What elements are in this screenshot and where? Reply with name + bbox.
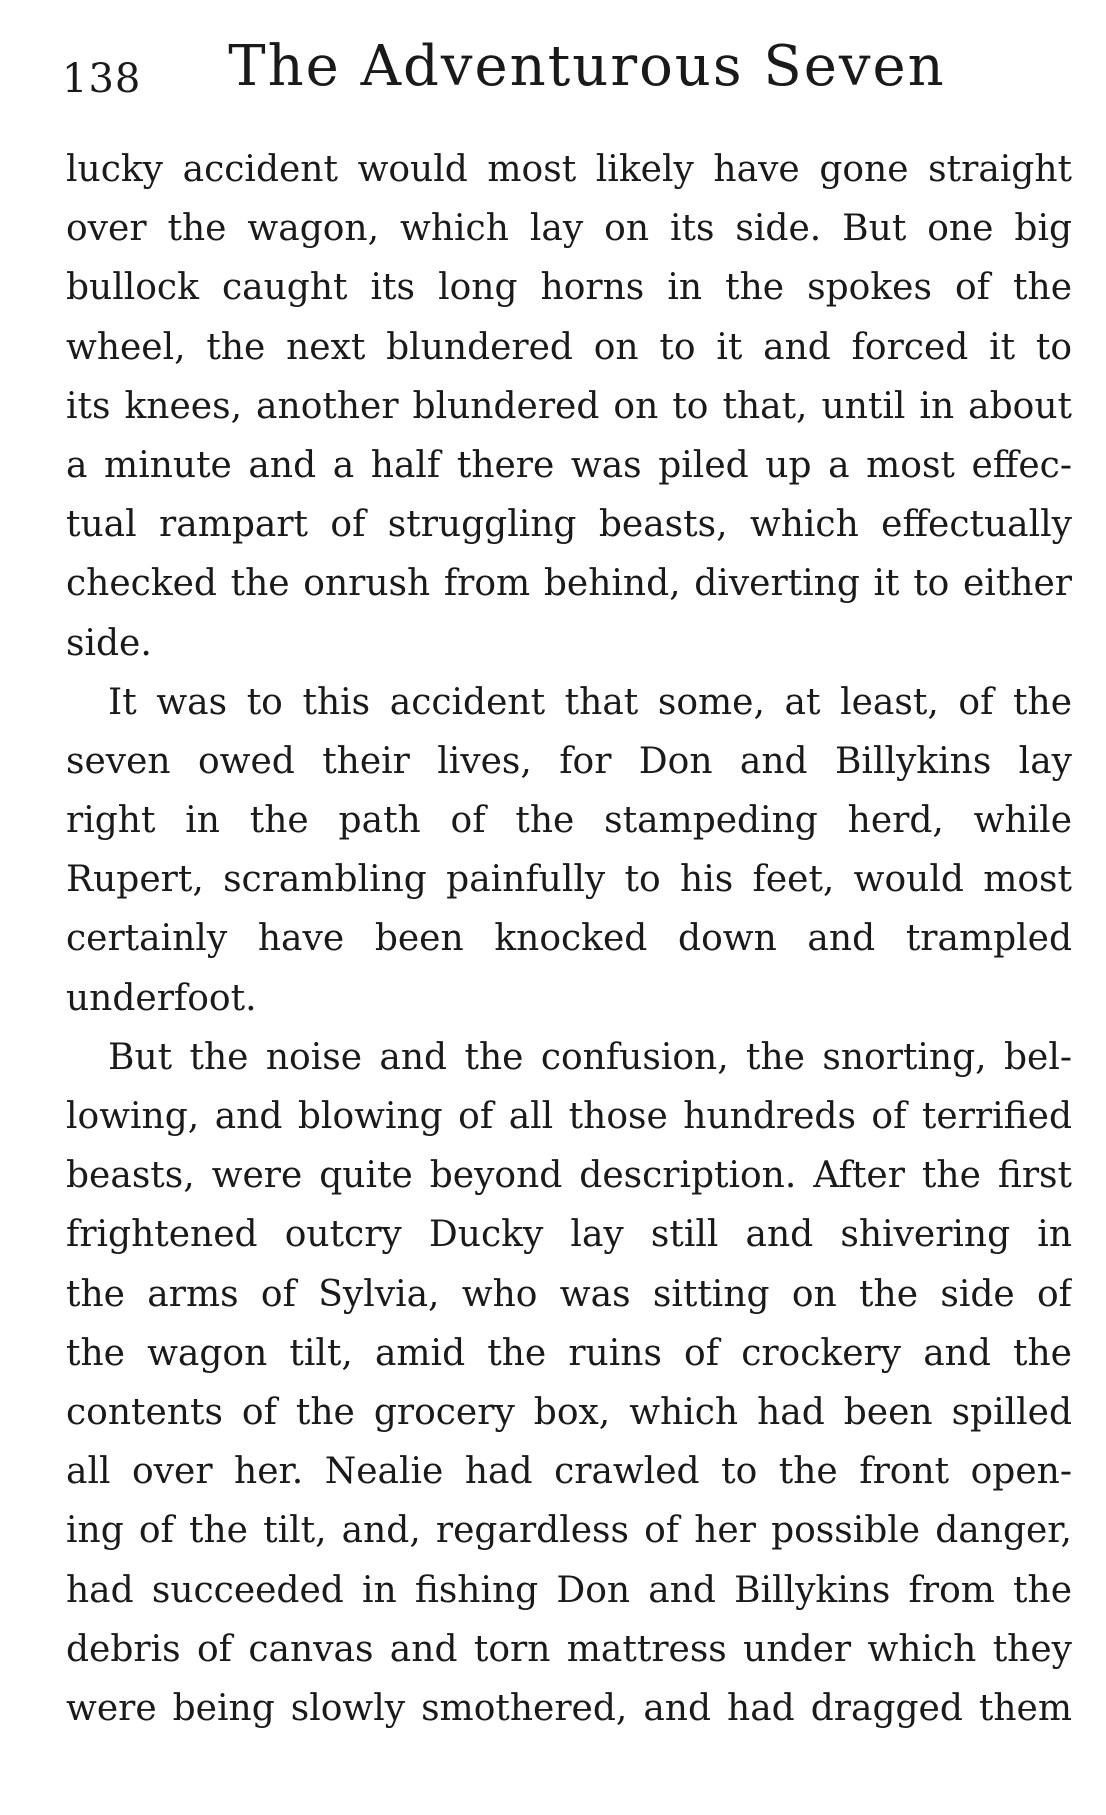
body-text xyxy=(66,140,1072,1738)
text-line: side. xyxy=(66,622,152,664)
paragraph xyxy=(66,140,1072,673)
text-line: But the noise and the confusion, the snorting, bel- xyxy=(108,1036,1072,1078)
text-line: right in the path of the stampeding herd, while xyxy=(66,800,1072,842)
text-line: had succeeded in fishing Don and Billykins from the xyxy=(66,1569,1072,1611)
text-line: contents of the grocery box, which had been spilled xyxy=(66,1391,1072,1433)
text-line: seven owed their lives, for Don and Billykins lay xyxy=(66,740,1072,782)
text-line: certainly have been knocked down and trampled xyxy=(66,918,1072,960)
text-line: its knees, another blundered on to that, until in about xyxy=(66,385,1072,427)
paragraph xyxy=(66,673,1072,1028)
text-line: checked the onrush from behind, diverting it to either xyxy=(66,563,1072,605)
text-line: lowing, and blowing of all those hundreds of terrified xyxy=(66,1096,1072,1137)
text-line: ing of the tilt, and, regardless of her possible danger, xyxy=(66,1510,1072,1552)
text-line: were being slowly smothered, and had dragged them xyxy=(66,1687,1072,1729)
text-line: debris of canvas and torn mattress under which they xyxy=(66,1628,1072,1670)
text-line: frightened outcry Ducky lay still and shivering in xyxy=(66,1214,1072,1256)
text-line: lucky accident would most likely have gone straight xyxy=(66,149,1072,190)
text-line: underfoot. xyxy=(66,977,257,1019)
text-line: Rupert, scrambling painfully to his feet, would most xyxy=(66,859,1072,901)
page-header xyxy=(62,34,1072,114)
text-line: over the wagon, which lay on its side. But one big xyxy=(66,208,1072,250)
running-title: The Adventurous Seven xyxy=(228,34,946,99)
text-line: beasts, were quite beyond description. After the first xyxy=(66,1155,1072,1197)
text-line: the arms of Sylvia, who was sitting on the side of xyxy=(66,1273,1072,1315)
page-number: 138 xyxy=(62,56,142,102)
text-line: the wagon tilt, amid the ruins of crockery and the xyxy=(66,1332,1072,1374)
paragraph xyxy=(66,1028,1072,1738)
text-line: tual rampart of struggling beasts, which effectually xyxy=(66,504,1072,546)
text-line: It was to this accident that some, at least, of the xyxy=(108,681,1072,723)
text-line: all over her. Nealie had crawled to the front open- xyxy=(66,1451,1072,1493)
text-line: a minute and a half there was piled up a most effec- xyxy=(66,444,1072,486)
text-line: bullock caught its long horns in the spokes of the xyxy=(66,267,1072,309)
text-line: wheel, the next blundered on to it and forced it to xyxy=(66,326,1072,368)
